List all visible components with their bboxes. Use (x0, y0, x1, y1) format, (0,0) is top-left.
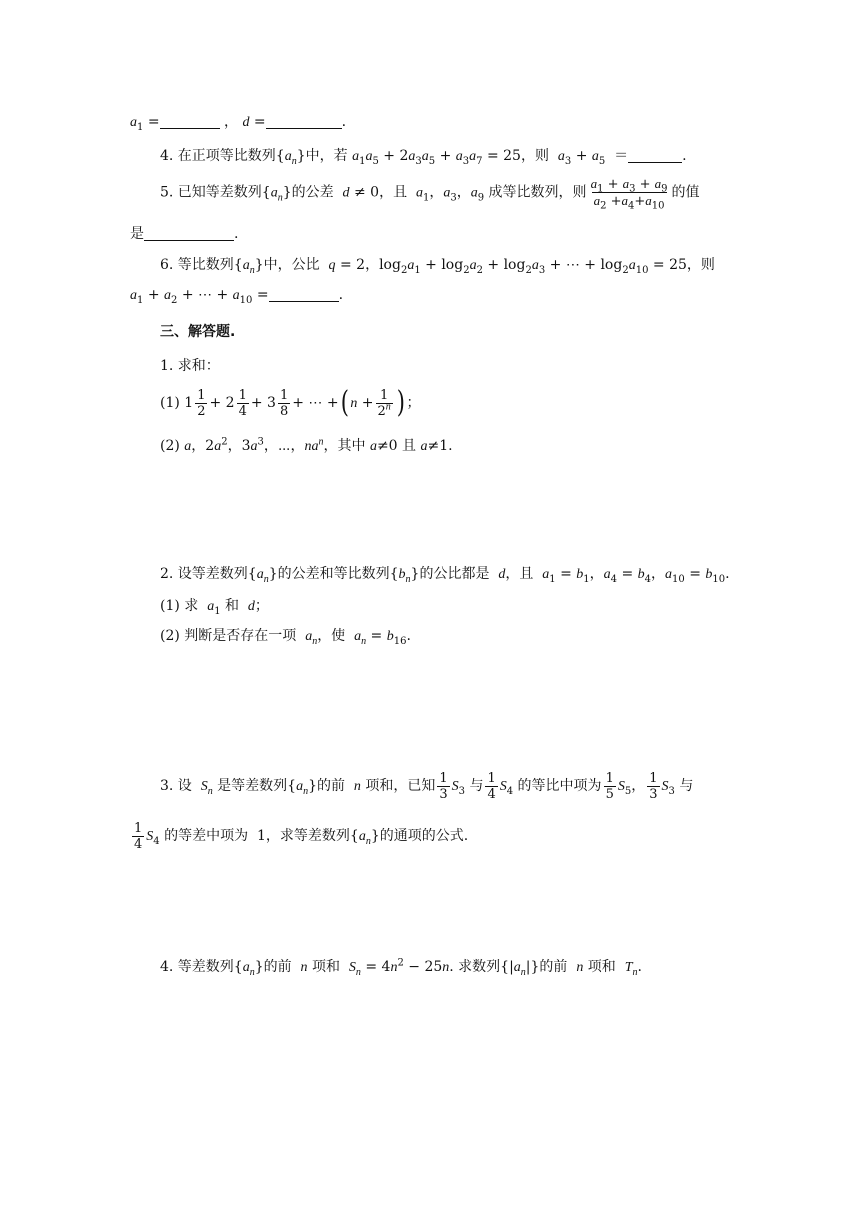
question-6-cont: $a_1 + a_2$ + ⋯ + $a_{10}$ = . (130, 287, 344, 306)
problem-2: 2. 设等差数列$\{a_n\}$的公差和等比数列$\{b_n\}$的公比都是 d，且 $a_1 = b_1$，$a_4 = b_4$，$a_{10} = b_{10}$. (160, 566, 730, 585)
fill-blank-line-a1-d: $a_1$ = ， d = . (130, 114, 347, 133)
problem-3-cont: $\frac{1}{4}$ $S_4$ 的等差中项为 1，求等差数列$\{a_n\}$的通项的公式. (134, 820, 469, 852)
problem-2-part-2: (2) 判断是否存在一项 $a_n$，使 $a_n = b_{16}$. (160, 628, 411, 647)
question-5-cont: 是 . (130, 226, 239, 242)
problem-2-part-1: (1) 求 $a_1$ 和 d； (160, 598, 269, 617)
question-6: 6. 等比数列$\{a_n\}$中，公比 q = 2，$\log_2a_1 + \log_2a_2 + \log_2a_3$ + ⋯ + $\log_2a_{10} = 25$，则 (160, 257, 715, 276)
problem-4: 4. 等差数列$\{a_n\}$的前 n 项和 $S_n = 4n^2 - 25n$. 求数列$\{|a_n|\}$的前 n 项和 $T_n$. (160, 957, 642, 978)
problem-1: 1. 求和： (160, 358, 220, 374)
fraction: $\frac{a_1 + a_3 + a_9}{a_2 +a_4+a_{10}}$ (590, 176, 668, 212)
section-heading: 三、解答题. (160, 324, 236, 340)
answer-blank[interactable] (628, 148, 682, 163)
problem-1-part-2: (2) a，$2a^2$，$3a^3$，⋯，$na^n$，其中 a≠0 且 a≠1. (160, 436, 453, 454)
question-4: 4. 在正项等比数列$\{a_n\}$中，若 $a_1a_5 + 2a_3a_5 + a_3a_7 = 25$，则 $a_3 + a_5$ ＝ . (160, 148, 687, 167)
answer-blank[interactable] (269, 287, 339, 302)
answer-blank[interactable] (266, 114, 342, 129)
answer-blank[interactable] (160, 114, 220, 129)
question-5: 5. 已知等差数列$\{a_n\}$的公差 d ≠ 0，且 $a_1$，$a_3$，$a_9$ 成等比数列，则 $\frac{a_1 + a_3 + a_9}{a_2 +a_4+a_{10}}$ 的值 (160, 176, 700, 212)
answer-blank[interactable] (144, 226, 234, 241)
problem-3: 3. 设 $S_n$ 是等差数列$\{a_n\}$的前 n 项和，已知 $\frac{1}{3}$ $S_3$ 与 $\frac{1}{4}$ $S_4$ 的等比中项为 $\frac{1}{5}$ $S_5$， $\frac{1}{3}$ $S_3$ 与 (160, 770, 694, 802)
problem-1-part-1: (1) 1 $\frac{1}{2}$ + 2 $\frac{1}{4}$ + 3 $\frac{1}{8}$ + ⋯ +( n + $\frac{1}{2^n}$ ) ； (160, 385, 421, 420)
